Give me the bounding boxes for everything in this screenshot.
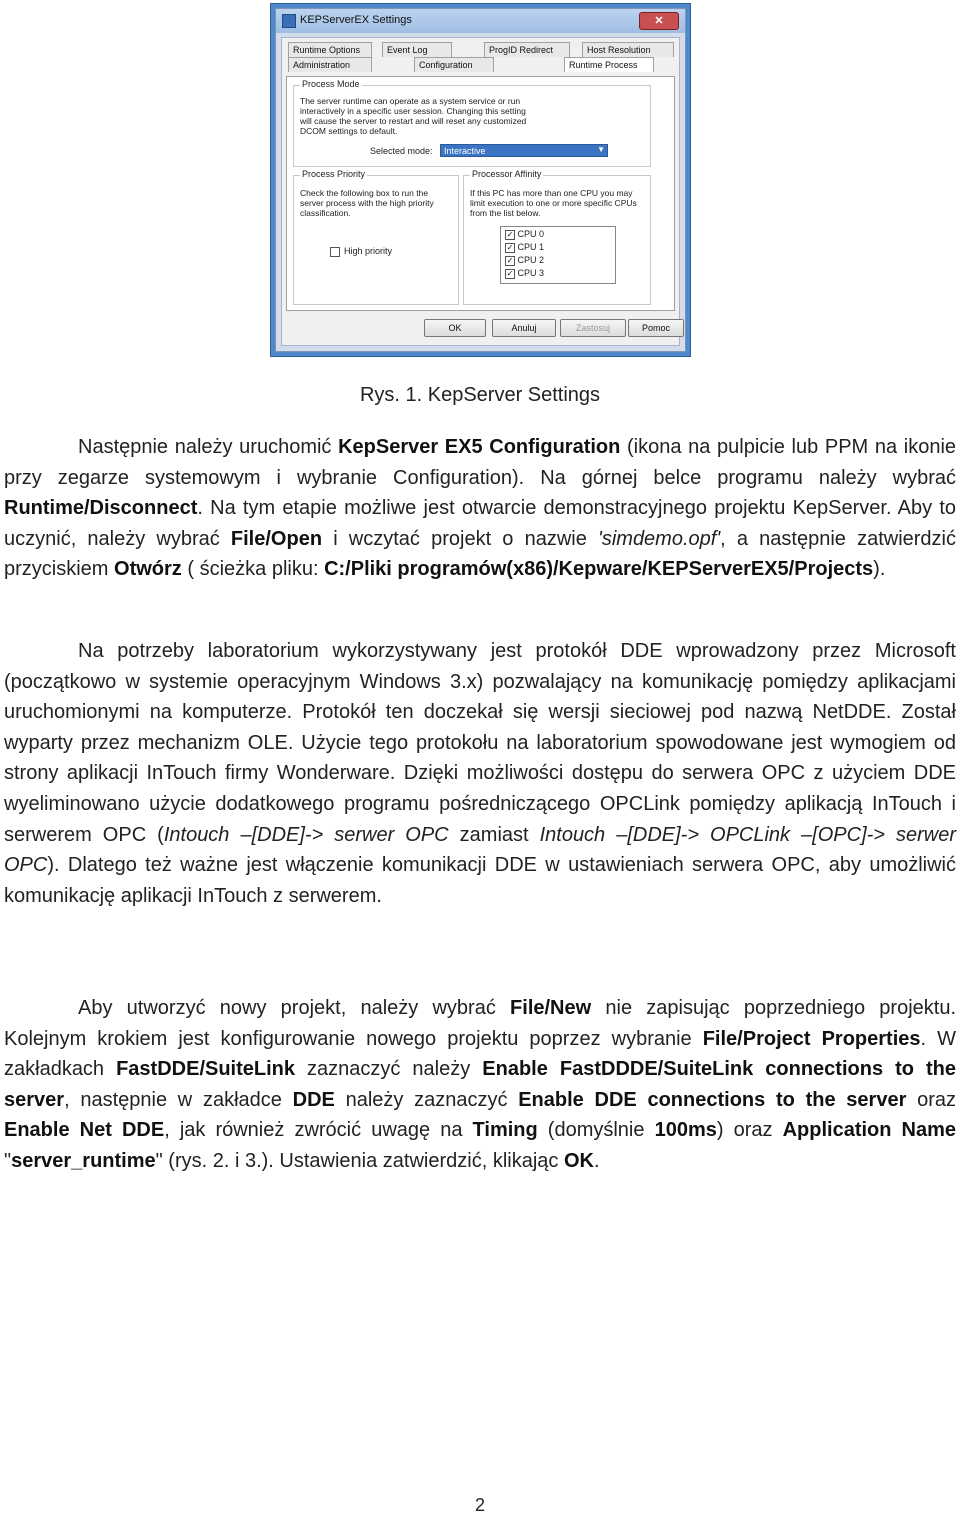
close-icon[interactable]: ✕ (639, 12, 679, 30)
selected-mode-select[interactable] (440, 144, 608, 157)
tab-administration[interactable]: Administration (288, 57, 372, 72)
bold-text: File/Project Properties (702, 1027, 921, 1050)
tab-host-resolution[interactable]: Host Resolution (582, 42, 674, 57)
text-run: " (rys. 2. i 3.). Ustawienia zatwierdzić, klikając (155, 1149, 564, 1172)
processor-affinity-text: If this PC has more than one CPU you may limit execution to one or more specific CPUs from the list below. (470, 188, 637, 218)
list-item[interactable] (505, 268, 544, 279)
cpu-listbox[interactable] (500, 226, 616, 284)
page-number: 2 (474, 1495, 485, 1515)
cancel-button[interactable]: Anuluj (492, 319, 556, 337)
text-run: i wczytać projekt o nazwie (322, 527, 599, 550)
bold-text: KepServer EX5 Configuration (338, 436, 621, 458)
text-run: (ikona na pulpicie lub PPM na ikonie przy zegarze systemowym i wybranie Configuration). Na górnej belce programu należy wybrać (4, 436, 957, 489)
cpu-label: CPU 3 (517, 268, 545, 278)
bold-text: File/New (510, 997, 592, 1019)
cpu-checkbox[interactable]: ✓ (506, 242, 514, 252)
text-run: (domyślnie (537, 1119, 655, 1142)
tab-runtime-process[interactable]: Runtime Process (564, 57, 654, 72)
text-run: ) oraz (716, 1119, 783, 1142)
tab-strip (286, 41, 675, 75)
bold-text: Otwórz (114, 558, 182, 581)
bold-text: Application Name (782, 1119, 957, 1142)
processor-affinity-group (463, 169, 651, 305)
process-priority-text: Check the following box to run the server process with the high priority classification. (300, 188, 434, 218)
figure-caption: Rys. 1. KepServer Settings (359, 384, 601, 406)
help-button[interactable]: Pomoc (628, 319, 684, 337)
bold-text: Enable DDE connections to the server (518, 1088, 907, 1111)
tab-configuration[interactable]: Configuration (414, 57, 494, 72)
text-run: należy zaznaczyć (334, 1088, 519, 1111)
process-mode-text: The server runtime can operate as a system service or run interactively in a specific user session. Changing this setting will cause the server to restart and will reset any customized DCOM settings to default. (300, 96, 527, 136)
process-priority-title: Process Priority (302, 169, 366, 179)
italic-text: Intouch –[DDE]-> serwer OPC (163, 823, 449, 846)
text-run: . (593, 1149, 600, 1172)
list-item[interactable] (505, 242, 544, 253)
bold-text: Enable FastDDDE/SuiteLink connections to the server (4, 1058, 956, 1111)
bold-text: server_runtime (11, 1149, 156, 1172)
list-item[interactable] (505, 229, 544, 240)
high-priority-checkbox[interactable] (330, 247, 340, 257)
chevron-down-icon: ▼ (597, 145, 605, 154)
bold-text: FastDDE/SuiteLink (116, 1058, 296, 1081)
high-priority-label: High priority (344, 246, 393, 256)
apply-button[interactable]: Zastosuj (560, 319, 626, 337)
bold-text: OK (563, 1149, 594, 1172)
tab-progid-redirect[interactable]: ProgID Redirect (484, 42, 570, 57)
paragraph-dde (4, 636, 956, 911)
bold-text: Runtime/Disconnect (4, 497, 198, 520)
bold-text: Timing (472, 1119, 538, 1142)
text-run: zamiast (448, 823, 540, 846)
process-mode-group (293, 79, 651, 167)
text-run: . Na tym etapie możliwe jest otwarcie demonstracyjnego projektu KepServer. Aby to uczynić, należy wybrać (4, 497, 956, 550)
paragraph-new-project (4, 993, 956, 1177)
text-run: zaznaczyć należy (295, 1058, 483, 1081)
tab-runtime-options[interactable]: Runtime Options (288, 42, 372, 57)
process-mode-title: Process Mode (302, 79, 360, 89)
text-run: nie zapisując poprzedniego projektu. Kolejnym krokiem jest konfigurowanie nowego projektu poprzez wybranie (4, 997, 956, 1050)
text-run: Aby utworzyć nowy projekt, należy wybrać (78, 997, 511, 1019)
text-run: Następnie należy uruchomić (78, 436, 339, 458)
app-icon (282, 14, 296, 28)
tab-event-log[interactable]: Event Log (382, 42, 452, 57)
selected-mode-value: Interactive (444, 146, 486, 156)
cpu-checkbox[interactable]: ✓ (506, 268, 514, 278)
process-priority-group (293, 169, 459, 305)
cpu-label: CPU 0 (517, 229, 545, 239)
text-run: Na potrzeby laboratorium wykorzystywany jest protokół DDE wprowadzony przez Microsoft (początkowo w systemie operacyjnym Windows 3.x) pozwalający na komunikację pomiędzy aplikacjami uruchomionymi na komputerze. Protokół ten doczekał się wersji sieciowej pod nazwą NetDDE. Został wyparty przez mechanizm OLE. Użycie tego protokołu na laboratorium spowodowane jest wymogiem od strony aplikacji InTouch firmy Wonderware. Dzięki możliwości dostępu do serwera OPC z użyciem DDE wyeliminowano użycie dodatkowego programu pośredniczącego OPCLink pomiędzy aplikacją InTouch i serwerem OPC ( (4, 640, 956, 846)
italic-text: Intouch –[DDE]-> OPCLink –[OPC]-> serwer OPC (4, 823, 956, 877)
text-run: ( ścieżka pliku: (181, 558, 325, 581)
cpu-label: CPU 1 (517, 242, 545, 252)
dialog-title: KEPServerEX Settings (300, 14, 412, 26)
bold-text: DDE (292, 1088, 335, 1111)
italic-text: 'simdemo.opf' (598, 527, 721, 550)
cpu-checkbox[interactable]: ✓ (506, 229, 514, 239)
ok-button[interactable]: OK (424, 319, 486, 337)
text-run: , a następnie zatwierdzić przyciskiem (4, 527, 956, 581)
dialog-body (281, 37, 680, 346)
text-run: ). (873, 558, 886, 581)
cpu-label: CPU 2 (517, 255, 545, 265)
bold-text: Enable Net DDE (4, 1119, 165, 1142)
bold-text: C:/Pliki programów(x86)/Kepware/KEPServerEX5/Projects (324, 558, 874, 581)
text-run: ). Dlatego też ważne jest włączenie komunikacji DDE w ustawieniach serwera OPC, aby umożliwić komunikację aplikacji InTouch z serwerem. (4, 854, 956, 907)
text-run: . W zakładkach (4, 1027, 956, 1081)
runtime-process-pane (286, 76, 675, 311)
processor-affinity-title: Processor Affinity (472, 169, 542, 179)
text-run: oraz (906, 1088, 956, 1111)
bold-text: File/Open (230, 527, 323, 550)
bold-text: 100ms (654, 1119, 717, 1142)
text-run: , następnie w zakładce (64, 1088, 293, 1111)
text-run: " (4, 1149, 12, 1172)
figure-screenshot (270, 3, 691, 357)
cpu-checkbox[interactable]: ✓ (506, 255, 514, 265)
settings-dialog (275, 8, 686, 352)
selected-mode-label: Selected mode: (370, 146, 433, 156)
dialog-titlebar (276, 9, 685, 33)
text-run: , jak również zwrócić uwagę na (164, 1119, 473, 1142)
list-item[interactable] (505, 255, 544, 266)
paragraph-configuration (4, 432, 956, 585)
